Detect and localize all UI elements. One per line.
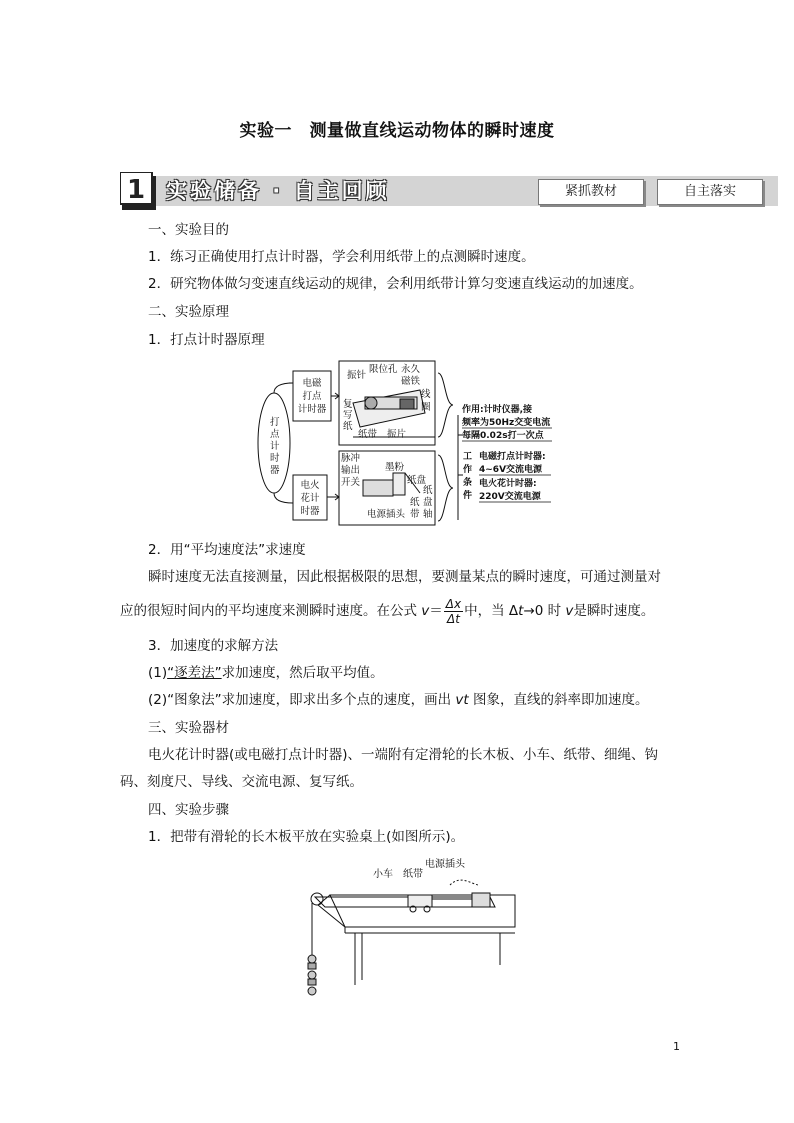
formula-intro: 应的很短时间内的平均速度来测瞬时速度。在公式 [120,603,422,619]
heading-principle: 二、实验原理 [148,304,229,320]
delta-fraction [444,597,463,626]
formula-when: 中，当 Δ [464,603,519,619]
label-limit-hole: 限位孔 [369,364,398,375]
label-pulse-3: 开关 [341,477,361,488]
apparatus-diagram [300,855,520,1005]
step-1: 1．把带有滑轮的长木板平放在实验桌上(如图所示)。 [148,829,465,845]
spark-box-line-2: 花计 [300,493,320,504]
center-char-5: 器 [270,465,280,476]
label-spark-tape-2: 带 [410,509,420,520]
method-1-name: “逐差法” [167,665,222,681]
label-plug: 电源插头 [425,859,465,870]
button-textbook[interactable]: 紧抓教材 [538,179,644,205]
timer-principle-diagram [255,355,575,530]
label-carbon-paper-1: 复 [343,399,353,410]
principle-sub-1: 1．打点计时器原理 [148,332,265,348]
section-banner [120,172,778,210]
label-spark-tape-1: 纸 [410,497,420,508]
label-disk-axis-3: 轴 [423,509,433,520]
equals-sign: ＝ [429,603,443,619]
button-self-practice[interactable]: 自主落实 [657,179,763,205]
work-cond-4: 件 [463,491,473,501]
label-pulse-1: 脉冲 [341,453,361,464]
formula-end: 是瞬时速度。 [573,603,655,619]
function-line-2: 频率为50Hz交变电流 [462,418,551,428]
method-1 [148,663,708,683]
var-t2: t [463,692,469,708]
center-char-3: 计 [270,441,280,452]
fraction-numerator: Δx [445,596,462,611]
principle-text-b [120,594,680,628]
method-2-desc: (2)“图象法”求加速度，即求出多个点的速度，画出 [148,692,456,708]
spark-box-line-1: 电火 [300,480,320,491]
purpose-item-2: 2．研究物体做匀变速直线运动的规律，会利用纸带计算匀变速直线运动的加速度。 [148,276,643,292]
page-title: 实验一 测量做直线运动物体的瞬时速度 [239,121,555,141]
label-tape: 纸带 [403,869,423,880]
work-cond-1: 工 [463,452,473,462]
fraction-denominator: Δt [446,611,460,626]
label-pulse-2: 输出 [341,465,361,476]
spark-box-line-3: 时器 [300,506,320,517]
var-v3: v [455,692,464,708]
label-paper-tape: 纸带 [358,429,378,440]
em-power-line-1: 电磁打点计时器: [479,452,546,462]
center-char-4: 时 [270,453,280,464]
label-coil-1: 线 [421,389,431,400]
label-vibrating-needle: 振针 [347,370,367,381]
var-v: v [421,603,430,619]
em-box-line-1: 电磁 [302,378,322,389]
label-paper-disk: 纸盘 [407,475,427,486]
spark-power-line-2: 220V交流电源 [479,492,541,502]
banner-number-icon [120,172,156,210]
label-carbon-paper-3: 纸 [343,421,353,432]
label-toner: 墨粉 [385,462,405,473]
principle-sub-2: 2．用“平均速度法”求速度 [148,542,306,558]
heading-purpose: 一、实验目的 [148,222,229,238]
label-coil-2: 圈 [421,402,431,413]
label-power-plug: 电源插头 [367,509,406,520]
equipment-line-1: 电火花计时器(或电磁打点计时器)、一端附有定滑轮的长木板、小车、纸带、细绳、钩 [148,747,659,763]
label-disk-axis-1: 纸 [423,485,433,496]
label-vibrating-plate: 振片 [387,429,407,440]
equipment-line-2: 码、刻度尺、导线、交流电源、复写纸。 [120,774,363,790]
heading-equipment: 三、实验器材 [148,720,229,736]
label-permanent: 永久 [401,364,421,375]
center-char-1: 打 [270,417,280,428]
center-char-2: 点 [270,429,280,440]
page-number: 1 [673,1040,680,1053]
principle-sub-3: 3．加速度的求解方法 [148,638,279,654]
work-cond-3: 条 [463,478,473,488]
method-1-desc: 求加速度，然后取平均值。 [221,665,384,681]
method-2-end: 图象，直线的斜率即加速度。 [468,692,649,708]
var-v2: v [565,603,574,619]
em-box-line-2: 打点 [302,391,322,402]
work-cond-2: 作 [463,465,473,475]
purpose-item-1: 1．练习正确使用打点计时器，学会利用纸带上的点测瞬时速度。 [148,249,535,265]
function-line-1: 作用:计时仪器,接 [462,405,533,415]
function-line-3: 每隔0.02s打一次点 [462,431,544,441]
em-power-line-2: 4~6V交流电源 [479,465,543,475]
formula-limit: →0 时 [523,603,566,619]
heading-steps: 四、实验步骤 [148,802,229,818]
label-cart: 小车 [373,869,393,880]
label-magnet: 磁铁 [401,376,421,387]
label-disk-axis-2: 盘 [423,497,433,508]
spark-power-line-1: 电火花计时器: [479,479,537,489]
principle-text-a: 瞬时速度无法直接测量，因此根据极限的思想，要测量某点的瞬时速度，可通过测量对 [148,569,661,585]
method-1-num: (1) [148,665,168,681]
method-2 [148,690,708,710]
var-t: t [518,603,524,619]
label-carbon-paper-2: 写 [343,410,353,421]
banner-title: 实验储备 · 自主回顾 [166,179,390,203]
banner-number: 1 [126,175,146,205]
em-box-line-3: 计时器 [297,404,327,415]
